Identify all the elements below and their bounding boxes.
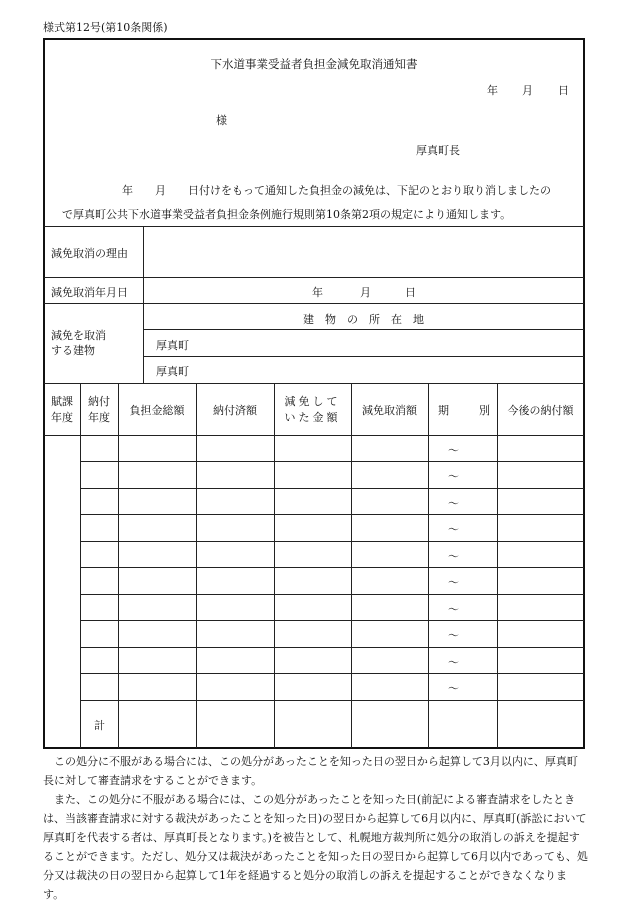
row-line xyxy=(80,514,584,515)
row-line xyxy=(80,488,584,489)
cancel-date-day: 日 xyxy=(405,286,416,299)
issuer: 厚真町長 xyxy=(416,144,460,157)
col-period-2: 別 xyxy=(479,404,490,417)
col-fiscal-year-1: 賦課 xyxy=(51,395,73,408)
cancel-date-label: 減免取消年月日 xyxy=(51,286,128,299)
range-mark: ～ xyxy=(448,603,459,616)
row-line xyxy=(44,383,584,384)
row-line xyxy=(80,461,584,462)
col-line xyxy=(118,383,119,748)
col-line xyxy=(351,383,352,748)
date-day: 日 xyxy=(558,84,569,97)
col-total-charge: 負担金総額 xyxy=(129,404,185,417)
row-line xyxy=(143,356,584,357)
table-top-line xyxy=(44,226,584,227)
col-line xyxy=(196,383,197,748)
col-exempted-2: いた金額 xyxy=(284,411,341,424)
row-line xyxy=(80,541,584,542)
col-cancel-amount: 減免取消額 xyxy=(362,404,417,417)
col-fiscal-year-2: 年度 xyxy=(51,411,73,424)
appeal-notice xyxy=(43,752,588,904)
row-line xyxy=(44,303,584,304)
building-location-header: 建 物 の 所 在 地 xyxy=(303,313,424,326)
date-month: 月 xyxy=(522,84,533,97)
town-name-1: 厚真町 xyxy=(156,339,189,352)
town-name-2: 厚真町 xyxy=(156,365,189,378)
col-paid-amount: 納付済額 xyxy=(213,404,257,417)
range-mark: ～ xyxy=(448,656,459,669)
body-line-2: で厚真町公共下水道事業受益者負担金条例施行規則第10条第2項の規定により通知します。 xyxy=(62,208,512,221)
range-mark: ～ xyxy=(448,523,459,536)
header-bottom-line xyxy=(44,435,584,436)
addressee-suffix: 様 xyxy=(216,114,227,127)
body-line-1: 年 月 日付けをもって通知した負担金の減免は、下記のとおり取り消しましたの xyxy=(122,184,551,197)
col-future-payment: 今後の納付額 xyxy=(507,404,574,417)
cancel-date-month: 月 xyxy=(360,286,371,299)
range-mark: ～ xyxy=(448,576,459,589)
range-mark: ～ xyxy=(448,444,459,457)
date-year: 年 xyxy=(487,84,498,97)
range-mark: ～ xyxy=(448,550,459,563)
range-mark: ～ xyxy=(448,629,459,642)
form-title: 下水道事業受益者負担金減免取消通知書 xyxy=(210,57,418,71)
form-number: 様式第12号(第10条関係) xyxy=(43,21,168,34)
range-mark: ～ xyxy=(448,682,459,695)
reason-label: 減免取消の理由 xyxy=(51,247,128,260)
col-exempted-1: 減免して xyxy=(284,395,341,408)
cancel-date-year: 年 xyxy=(312,286,323,299)
col-line xyxy=(143,226,144,383)
row-line xyxy=(80,567,584,568)
range-mark: ～ xyxy=(448,470,459,483)
row-line xyxy=(80,620,584,621)
range-mark: ～ xyxy=(448,497,459,510)
appeal-notice-paragraph-2: また、この処分に不服がある場合には、この処分があったことを知った日(前記による審査請求をしたときは、当該審査請求に対する裁決があったことを知った日)の翌日から起算して6月以内に、厚真町(訴訟において厚真町を代表する者は、厚真町長となります。)を被告として、札幌地方裁判所に処分の取消しの訴えを提起することができます。ただし、処分又は裁決があったことを知った日の翌日から起算して6月以内であっても、処分又は裁決の日の翌日から起算して1年を経過すると処分の取消しの訴えを提起することができなくなります。 xyxy=(43,793,588,901)
row-line xyxy=(80,673,584,674)
building-label-1: 減免を取消 xyxy=(51,329,106,342)
col-pay-year-1: 納付 xyxy=(88,395,110,408)
col-line xyxy=(274,383,275,748)
row-line xyxy=(80,700,584,701)
appeal-notice-paragraph-1: この処分に不服がある場合には、この処分があったことを知った日の翌日から起算して3月以内に、厚真町長に対して審査請求をすることができます。 xyxy=(43,755,578,787)
col-line xyxy=(428,383,429,748)
row-line xyxy=(80,594,584,595)
col-line xyxy=(80,383,81,748)
building-label-2: する建物 xyxy=(51,344,95,357)
col-pay-year-2: 年度 xyxy=(88,411,110,424)
row-line xyxy=(80,647,584,648)
total-label: 計 xyxy=(94,719,105,732)
col-line xyxy=(497,383,498,748)
row-line xyxy=(143,329,584,330)
col-period-1: 期 xyxy=(438,404,449,417)
row-line xyxy=(44,277,584,278)
